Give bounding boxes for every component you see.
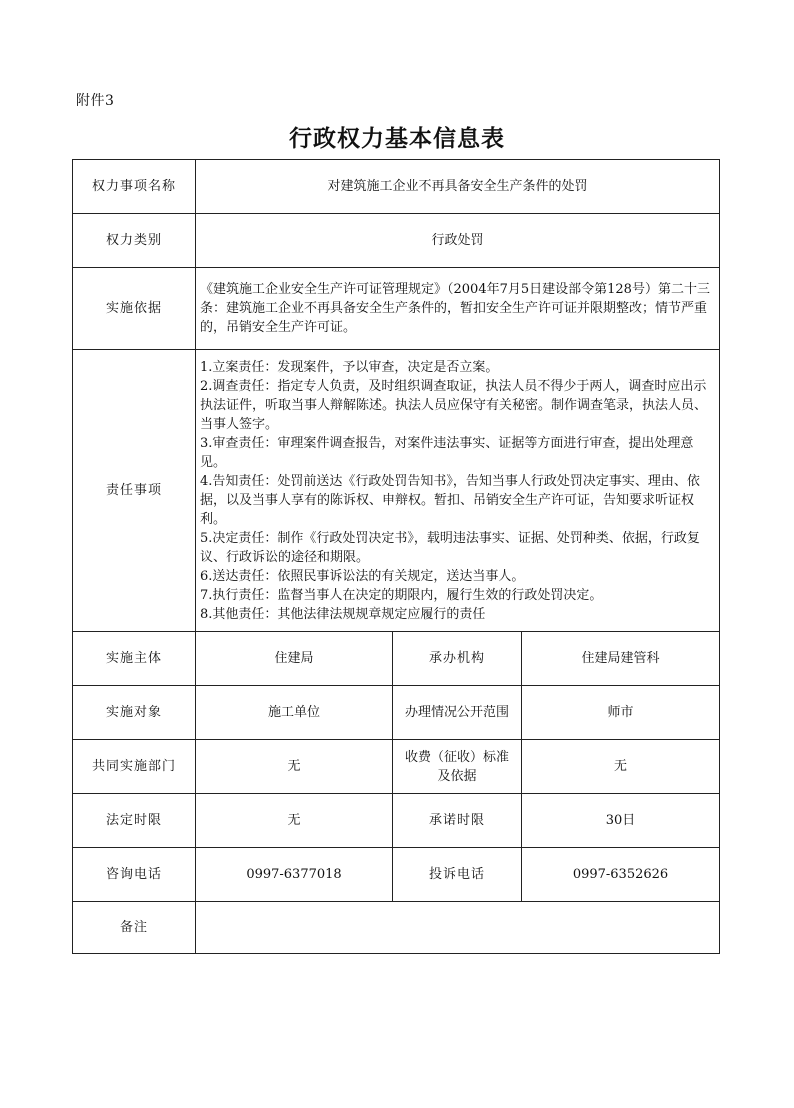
power-name-value: 对建筑施工企业不再具备安全生产条件的处罚: [196, 160, 720, 214]
duty-item: 3.审查责任：审理案件调查报告，对案件违法事实、证据等方面进行审查，提出处理意见。: [200, 435, 694, 470]
row-remarks: [73, 902, 720, 954]
fee-standard-label-line1: 收费（征收）标准: [404, 749, 509, 765]
fee-standard-label-line2: 及依据: [437, 768, 477, 784]
basis-value: 《建筑施工企业安全生产许可证管理规定》（2004年7月5日建设部令第128号）第二十三条：建筑施工企业不再具备安全生产条件的，暂扣安全生产许可证并限期整改；情节严重的，吊销安全生产许可证。: [196, 268, 720, 350]
handling-org-value: 住建局建管科: [522, 632, 720, 686]
legal-time-limit-value: 无: [196, 794, 393, 848]
row-joint: [73, 740, 720, 794]
row-contact: [73, 848, 720, 902]
inquiry-phone-label: 咨询电话: [73, 848, 196, 902]
row-target: [73, 686, 720, 740]
duties-label: 责任事项: [73, 350, 196, 632]
row-basis: [73, 268, 720, 350]
power-type-label: 权力类别: [73, 214, 196, 268]
duty-item: 6.送达责任：依照民事诉讼法的有关规定，送达当事人。: [200, 568, 525, 584]
complaint-phone-value: 0997-6352626: [522, 848, 720, 902]
joint-dept-value: 无: [196, 740, 393, 794]
inquiry-phone-value: 0997-6377018: [196, 848, 393, 902]
duty-item: 4.告知责任：处罚前送达《行政处罚告知书》，告知当事人行政处罚决定事实、理由、依据，以及当事人享有的陈诉权、申辩权。暂扣、吊销安全生产许可证，告知要求听证权利。: [200, 473, 700, 527]
basis-label: 实施依据: [73, 268, 196, 350]
duty-item: 8.其他责任：其他法律法规规章规定应履行的责任: [200, 606, 486, 622]
complaint-phone-label: 投诉电话: [393, 848, 522, 902]
row-time-limit: [73, 794, 720, 848]
target-value: 施工单位: [196, 686, 393, 740]
row-subject: [73, 632, 720, 686]
row-power-name: [73, 160, 720, 214]
joint-dept-label: 共同实施部门: [73, 740, 196, 794]
promised-time-limit-value: 30日: [522, 794, 720, 848]
subject-value: 住建局: [196, 632, 393, 686]
handling-org-label: 承办机构: [393, 632, 522, 686]
disclosure-scope-label: 办理情况公开范围: [393, 686, 522, 740]
power-type-value: 行政处罚: [196, 214, 720, 268]
attachment-label: 附件3: [76, 93, 115, 109]
duties-list: [196, 350, 720, 632]
fee-standard-label: [393, 740, 522, 794]
info-table: [72, 159, 720, 954]
promised-time-limit-label: 承诺时限: [393, 794, 522, 848]
row-duties: [73, 350, 720, 632]
duty-item: 1.立案责任：发现案件，予以审查，决定是否立案。: [200, 359, 499, 375]
legal-time-limit-label: 法定时限: [73, 794, 196, 848]
remarks-label: 备注: [73, 902, 196, 954]
subject-label: 实施主体: [73, 632, 196, 686]
target-label: 实施对象: [73, 686, 196, 740]
page-title: 行政权力基本信息表: [289, 125, 505, 152]
duty-item: 2.调查责任：指定专人负责，及时组织调查取证，执法人员不得少于两人，调查时应出示执法证件，听取当事人辩解陈述。执法人员应保守有关秘密。制作调查笔录，执法人员、当事人签字。: [200, 378, 708, 432]
duty-item: 7.执行责任：监督当事人在决定的期限内，履行生效的行政处罚决定。: [200, 587, 603, 603]
power-name-label: 权力事项名称: [73, 160, 196, 214]
fee-standard-value: 无: [522, 740, 720, 794]
remarks-value: [196, 902, 720, 954]
disclosure-scope-value: 师市: [522, 686, 720, 740]
duty-item: 5.决定责任：制作《行政处罚决定书》，载明违法事实、证据、处罚种类、依据，行政复议、行政诉讼的途径和期限。: [200, 530, 700, 565]
row-power-type: [73, 214, 720, 268]
